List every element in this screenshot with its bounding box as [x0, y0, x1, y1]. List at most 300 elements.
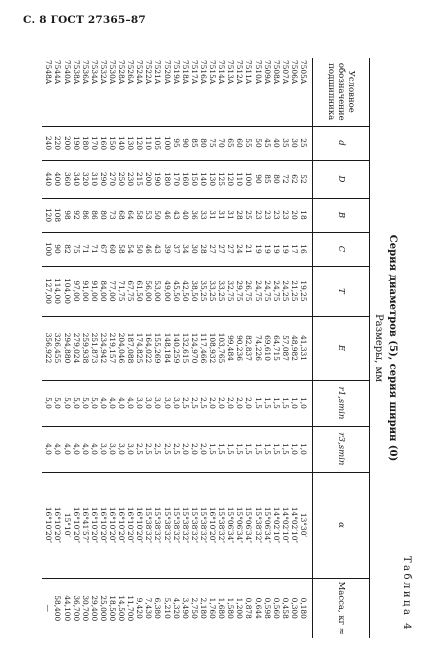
table-row: [208, 58, 217, 638]
column-header: α: [313, 472, 370, 578]
table-cell: 14°02′10″: [281, 472, 290, 578]
table-cell: 4,0: [90, 426, 99, 472]
table-cell: 2,5: [199, 380, 208, 426]
table-cell: 40: [272, 126, 281, 160]
table-row: [62, 58, 71, 638]
table-cell: 294,880: [62, 316, 71, 380]
table-cell: 1,0: [290, 380, 299, 426]
table-cell: 3,0: [144, 380, 153, 426]
table-cell: 65: [226, 126, 235, 160]
table-cell: 64: [126, 198, 135, 232]
table-cell: 3,0: [108, 426, 117, 472]
table-cell: 39: [163, 232, 172, 266]
table-cell: 200: [62, 126, 71, 160]
table-cell: 14,500: [117, 578, 126, 638]
table-cell: 86: [81, 198, 90, 232]
table-cell: 91,00: [81, 266, 90, 316]
table-cell: 30: [290, 126, 299, 160]
table-cell: 110: [144, 126, 153, 160]
table-cell: 105: [153, 126, 162, 160]
table-cell: 7505A: [299, 60, 308, 85]
table-cell: 130: [126, 126, 135, 160]
table-cell: 21: [244, 232, 253, 266]
table-cell: 4,0: [81, 426, 90, 472]
table-cell: 44,100: [62, 578, 71, 638]
table-cell: 7514A: [217, 60, 227, 85]
table-cell: 71: [90, 232, 99, 266]
table-cell: 120: [42, 198, 53, 232]
table-cell: 75: [72, 232, 81, 266]
table-cell: 31: [217, 198, 226, 232]
table-cell: 72: [281, 160, 290, 198]
table-row: [290, 58, 299, 638]
table-cell: 7506A: [289, 60, 299, 85]
table-cell: 7519A: [171, 60, 181, 85]
table-cell: 35: [281, 126, 290, 160]
table-cell: 230: [126, 160, 135, 198]
table-cell: 240: [42, 126, 53, 160]
table-cell: 14°02′10″: [290, 472, 299, 578]
table-cell: 0,180: [299, 578, 313, 638]
table-row: [199, 58, 208, 638]
table-cell: 7515A: [208, 60, 218, 85]
table-cell: 290: [99, 160, 108, 198]
table-cell: 40: [181, 198, 190, 232]
table-cell: 3,0: [126, 426, 135, 472]
table-cell: 2,0: [244, 380, 253, 426]
column-header: D: [313, 160, 370, 198]
table-row: [42, 58, 53, 638]
table-row: [99, 58, 108, 638]
table-cell: 3,0: [117, 426, 126, 472]
table-cell: 5,0: [53, 380, 62, 426]
table-cell: 1,0: [299, 426, 313, 472]
table-cell: 27: [208, 232, 217, 266]
table-cell: 16: [299, 232, 313, 266]
table-cell: 85: [190, 126, 199, 160]
table-cell: 70: [217, 126, 226, 160]
table-cell: 13°30′: [299, 472, 313, 578]
table-cell: 19,25: [299, 266, 313, 316]
table-cell: 15°10′: [62, 472, 71, 578]
table-cell: 16°10′20″: [135, 472, 144, 578]
table-body: [42, 58, 312, 638]
table-cell: 19: [253, 232, 262, 266]
table-cell: 90: [253, 160, 262, 198]
table-row: [263, 58, 272, 638]
table-cell: 174,825: [135, 316, 144, 380]
table-cell: 103,765: [217, 316, 226, 380]
table-cell: 71,75: [117, 266, 126, 316]
table-cell: 5,0: [72, 380, 81, 426]
table-cell: 1,5: [244, 426, 253, 472]
table-cell: 77,00: [108, 266, 117, 316]
table-cell: 71: [81, 232, 90, 266]
table-cell: 62: [290, 160, 299, 198]
table-cell: 7524A: [135, 60, 145, 85]
table-cell: 16°10′20″: [72, 472, 81, 578]
table-row: [163, 58, 172, 638]
table-cell: 33,25: [208, 266, 217, 316]
table-cell: 53,00: [153, 266, 162, 316]
table-cell: 7538A: [71, 60, 81, 85]
table-cell: 80: [199, 126, 208, 160]
table-cell: 53: [144, 198, 153, 232]
table-cell: 31: [208, 198, 217, 232]
table-cell: 16°10′20″: [208, 472, 217, 578]
column-header: E: [313, 316, 370, 380]
table-cell: 24,25: [281, 266, 290, 316]
table-cell: 16°10′20″: [108, 472, 117, 578]
table-cell: 180: [163, 160, 172, 198]
table-cell: 7,430: [144, 578, 153, 638]
table-cell: 108,932: [208, 316, 217, 380]
table-cell: 0,560: [272, 578, 281, 638]
table-cell: 73: [108, 198, 117, 232]
table-cell: 7509A: [262, 60, 272, 85]
table-cell: 91,00: [90, 266, 99, 316]
table-cell: 7544A: [53, 60, 63, 85]
table-cell: 2,5: [135, 426, 144, 472]
table-cell: 219,157: [108, 316, 117, 380]
table-cell: 50: [135, 232, 144, 266]
table-cell: 58: [135, 198, 144, 232]
table-cell: 15°38′32″: [144, 472, 153, 578]
table-cell: 3,0: [163, 380, 172, 426]
table-cell: 25: [299, 126, 313, 160]
table-cell: 16°10′20″: [53, 472, 62, 578]
table-cell: 21,25: [290, 266, 299, 316]
table-cell: 16°10′20″: [117, 472, 126, 578]
table-cell: 35,25: [199, 266, 208, 316]
table-cell: 2,180: [199, 578, 208, 638]
table-cell: 92: [72, 198, 81, 232]
table-cell: 99,484: [226, 316, 235, 380]
table-cell: 7530A: [108, 60, 118, 85]
table-cell: 48,982: [290, 316, 299, 380]
table-cell: 132,615: [181, 316, 190, 380]
table-cell: 7508A: [271, 60, 281, 85]
table-cell: 26,75: [244, 266, 253, 316]
table-cell: 5,0: [62, 380, 71, 426]
table-cell: 120: [135, 126, 144, 160]
table-cell: 250: [117, 160, 126, 198]
table-row: [53, 58, 62, 638]
table-cell: 15°06′34″: [263, 472, 272, 578]
table-cell: 3,0: [99, 426, 108, 472]
table-cell: 3,0: [135, 380, 144, 426]
table-cell: 32,75: [226, 266, 235, 316]
table-cell: 180: [81, 126, 90, 160]
table-sub-caption: Размеры, мм: [373, 313, 384, 383]
table-row: [81, 58, 90, 638]
table-cell: 29,400: [90, 578, 99, 638]
table-cell: 57,087: [281, 316, 290, 380]
table-cell: 0,878: [244, 578, 253, 638]
table-cell: 15°38′32″: [199, 472, 208, 578]
table-cell: 7520A: [162, 60, 172, 85]
table-cell: —: [42, 578, 53, 638]
table-cell: 259,938: [81, 316, 90, 380]
table-cell: 7512A: [235, 60, 245, 85]
table-cell: 7511A: [244, 60, 254, 85]
table-cell: 90,236: [235, 316, 244, 380]
table-cell: 190: [153, 160, 162, 198]
table-row: [172, 58, 181, 638]
table-cell: 120: [226, 160, 235, 198]
table-cell: 23: [281, 198, 290, 232]
rotated-table-block: [14, 58, 414, 638]
table-cell: 25: [244, 198, 253, 232]
table-cell: 1,5: [281, 426, 290, 472]
table-cell: 356,922: [42, 316, 53, 380]
table-cell: 140: [117, 126, 126, 160]
table-cell: 160: [181, 160, 190, 198]
table-cell: 2,0: [217, 380, 226, 426]
table-cell: 38,50: [190, 266, 199, 316]
table-row: [190, 58, 199, 638]
table-cell: 28: [199, 232, 208, 266]
table-cell: 100: [244, 160, 253, 198]
table-cell: 16°41′57″: [81, 472, 90, 578]
table-cell: 16°10′20″: [126, 472, 135, 578]
table-cell: 80: [99, 198, 108, 232]
table-cell: 3,0: [153, 380, 162, 426]
table-cell: 7540A: [62, 60, 72, 85]
table-cell: 18,500: [108, 578, 117, 638]
table-cell: 16°10′20″: [42, 472, 53, 578]
table-cell: 45,50: [172, 266, 181, 316]
table-cell: 50: [253, 126, 262, 160]
table-cell: 19: [272, 232, 281, 266]
table-cell: 7528A: [117, 60, 127, 85]
table-cell: 69,610: [263, 316, 272, 380]
table-cell: 20: [290, 198, 299, 232]
table-cell: 24,75: [253, 266, 262, 316]
table-cell: 1,5: [281, 380, 290, 426]
table-cell: 127,00: [42, 266, 53, 316]
table-cell: 114,00: [53, 266, 62, 316]
table-cell: 58,400: [53, 578, 62, 638]
column-header: Масса, кг ≈: [313, 578, 370, 638]
table-row: [299, 58, 313, 638]
table-cell: 340: [72, 160, 81, 198]
table-cell: 15°38′32″: [217, 472, 226, 578]
table-cell: 0,598: [263, 578, 272, 638]
table-cell: 5,0: [42, 380, 53, 426]
table-cell: 2,0: [235, 380, 244, 426]
table-cell: 84,00: [99, 266, 108, 316]
table-cell: 1,760: [208, 578, 217, 638]
table-cell: 68: [117, 198, 126, 232]
table-cell: 24: [235, 232, 244, 266]
table-cell: 52: [299, 160, 313, 198]
table-cell: 2,0: [181, 426, 190, 472]
table-cell: 7536A: [80, 60, 90, 85]
table-cell: 7517A: [189, 60, 199, 85]
table-cell: 41,331: [299, 316, 313, 380]
table-cell: 3,490: [181, 578, 190, 638]
table-row: [117, 58, 126, 638]
table-cell: 1,5: [263, 380, 272, 426]
table-cell: 125: [217, 160, 226, 198]
table-cell: 164,022: [144, 316, 153, 380]
table-row: [135, 58, 144, 638]
table-header-row: [313, 58, 370, 638]
table-cell: 360: [62, 160, 71, 198]
table-cell: 1,580: [226, 578, 235, 638]
table-cell: 7521A: [153, 60, 163, 85]
table-cell: 7510A: [253, 60, 263, 85]
table-cell: 1,5: [253, 426, 262, 472]
table-cell: 34: [181, 232, 190, 266]
table-cell: 150: [190, 160, 199, 198]
table-cell: 17: [290, 232, 299, 266]
table-cell: 61,50: [135, 266, 144, 316]
table-cell: 97,00: [72, 266, 81, 316]
table-cell: 82,837: [244, 316, 253, 380]
table-cell: 4,0: [126, 380, 135, 426]
table-cell: 2,750: [190, 578, 199, 638]
table-cell: 18: [299, 198, 313, 232]
table-cell: 4,320: [172, 578, 181, 638]
table-cell: 4,0: [42, 426, 53, 472]
table-cell: 110: [235, 160, 244, 198]
table-cell: 155,269: [153, 316, 162, 380]
table-caption: Серия диаметров (5), серия ширин (0): [387, 234, 398, 462]
bearing-dimensions-table: [42, 58, 370, 638]
table-cell: 1,5: [208, 426, 217, 472]
table-cell: 24,75: [272, 266, 281, 316]
page-header: С. 8 ГОСТ 27365–87: [23, 14, 146, 26]
table-cell: 5,0: [81, 380, 90, 426]
table-cell: 7507A: [280, 60, 290, 85]
table-cell: 187,088: [126, 316, 135, 380]
table-cell: 28: [235, 198, 244, 232]
table-cell: 46: [163, 198, 172, 232]
table-cell: 49,00: [163, 266, 172, 316]
table-cell: 9,420: [135, 578, 144, 638]
table-row: [126, 58, 135, 638]
table-cell: 270: [108, 160, 117, 198]
column-header: r1,smin: [313, 380, 370, 426]
table-cell: 31: [226, 198, 235, 232]
table-cell: 58: [117, 232, 126, 266]
table-cell: 25,000: [99, 578, 108, 638]
table-cell: 7518A: [180, 60, 190, 85]
table-cell: 37: [172, 232, 181, 266]
table-cell: 2,0: [208, 380, 217, 426]
table-cell: 117,466: [199, 316, 208, 380]
table-row: [281, 58, 290, 638]
table-cell: 148,184: [163, 316, 172, 380]
table-cell: 140,259: [172, 316, 181, 380]
table-cell: 67: [99, 232, 108, 266]
table-cell: 3,0: [172, 380, 181, 426]
table-cell: 82: [62, 232, 71, 266]
table-cell: 42,50: [181, 266, 190, 316]
table-cell: 1,5: [263, 426, 272, 472]
table-cell: 23: [272, 198, 281, 232]
table-cell: 0,644: [253, 578, 262, 638]
table-cell: 15°38′32″: [163, 472, 172, 578]
table-cell: 90: [181, 126, 190, 160]
table-cell: 43: [172, 198, 181, 232]
table-cell: 74,226: [253, 316, 262, 380]
table-cell: 85: [263, 160, 272, 198]
column-header: Условное обозначение подшипника: [313, 58, 370, 126]
table-label: Таблица 4: [401, 555, 412, 632]
table-cell: 15°38′32″: [190, 472, 199, 578]
table-cell: 64,715: [272, 316, 281, 380]
table-cell: 108: [53, 198, 62, 232]
table-cell: 160: [99, 126, 108, 160]
table-cell: 14°02′10″: [272, 472, 281, 578]
table-cell: 4,0: [108, 380, 117, 426]
table-cell: 4,0: [72, 426, 81, 472]
table-cell: 190: [72, 126, 81, 160]
table-cell: 7534A: [89, 60, 99, 85]
table-cell: 130: [208, 160, 217, 198]
table-cell: 4,0: [62, 426, 71, 472]
table-cell: 200: [144, 160, 153, 198]
table-cell: 11,700: [126, 578, 135, 638]
table-cell: 6,380: [153, 578, 162, 638]
table-cell: 310: [90, 160, 99, 198]
column-header: B: [313, 198, 370, 232]
table-row: [244, 58, 253, 638]
table-cell: 50: [153, 198, 162, 232]
table-cell: 36: [190, 198, 199, 232]
table-cell: 140: [199, 160, 208, 198]
table-cell: 1,0: [290, 426, 299, 472]
table-cell: 170: [172, 160, 181, 198]
table-cell: 234,942: [99, 316, 108, 380]
table-row: [72, 58, 81, 638]
table-cell: 1,5: [226, 426, 235, 472]
table-cell: 4,0: [53, 426, 62, 472]
table-cell: 95: [172, 126, 181, 160]
table-cell: 2,5: [163, 426, 172, 472]
table-cell: 60: [108, 232, 117, 266]
table-cell: 4,0: [99, 380, 108, 426]
table-cell: 100: [163, 126, 172, 160]
table-cell: 0,300: [290, 578, 299, 638]
table-cell: 1,200: [235, 578, 244, 638]
table-cell: 19: [263, 232, 272, 266]
table-cell: 150: [108, 126, 117, 160]
table-cell: 23: [263, 198, 272, 232]
table-cell: 220: [53, 126, 62, 160]
table-cell: 33: [199, 198, 208, 232]
table-cell: 2,5: [172, 426, 181, 472]
table-cell: 7513A: [226, 60, 236, 85]
table-cell: 326,455: [53, 316, 62, 380]
table-cell: 43: [153, 232, 162, 266]
table-cell: 1,5: [217, 426, 226, 472]
table-cell: 100: [42, 232, 53, 266]
table-cell: 204,046: [117, 316, 126, 380]
table-cell: 46: [144, 232, 153, 266]
table-cell: 2,5: [144, 426, 153, 472]
table-cell: 15°06′34″: [226, 472, 235, 578]
table-row: [253, 58, 262, 638]
table-cell: 90: [53, 232, 62, 266]
table-cell: 80: [272, 160, 281, 198]
table-cell: 45: [263, 126, 272, 160]
table-cell: 27: [217, 232, 226, 266]
table-cell: 124,970: [190, 316, 199, 380]
